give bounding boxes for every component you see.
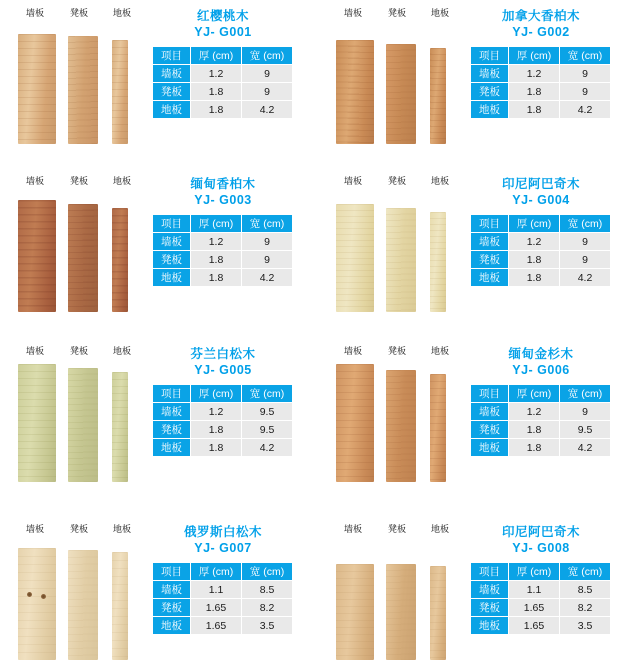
- cell-width: 9: [560, 233, 611, 251]
- header-thickness: 厚 (cm): [191, 563, 242, 581]
- cell-thickness: 1.2: [509, 403, 560, 421]
- product-name: 俄罗斯白松木: [183, 525, 262, 539]
- row-label: 地板: [471, 617, 509, 635]
- wood-sample-bench: [68, 36, 98, 144]
- wood-sample-floor: [112, 208, 128, 312]
- cell-width: 9: [242, 65, 293, 83]
- row-label: 墙板: [153, 581, 191, 599]
- header-item: 项目: [153, 385, 191, 403]
- row-label: 地板: [153, 269, 191, 287]
- cell-thickness: 1.8: [509, 101, 560, 119]
- wood-sample-wall: [18, 364, 56, 482]
- row-label: 凳板: [471, 421, 509, 439]
- table-row: [471, 233, 611, 251]
- spec-table: [152, 562, 293, 635]
- product-name: 印尼阿巴奇木: [501, 177, 580, 191]
- row-label: 凳板: [153, 83, 191, 101]
- cell-thickness: 1.2: [509, 65, 560, 83]
- table-row: [471, 65, 611, 83]
- table-row: [471, 83, 611, 101]
- cell-thickness: 1.65: [509, 599, 560, 617]
- row-label: 地板: [153, 439, 191, 457]
- product-name: 芬兰白松木: [190, 347, 256, 361]
- cell-width: 9.5: [242, 421, 293, 439]
- row-label: 凳板: [471, 83, 509, 101]
- wood-sample-floor: [430, 48, 446, 144]
- product-code: YJ- G007: [194, 541, 252, 555]
- wood-sample-bench: [386, 564, 416, 660]
- table-row: [471, 439, 611, 457]
- cell-thickness: 1.8: [191, 269, 242, 287]
- row-label: 地板: [153, 617, 191, 635]
- sample-label-bench: 凳板: [388, 8, 407, 18]
- product-title: [150, 524, 296, 557]
- wood-sample-floor: [430, 566, 446, 660]
- product-code: YJ- G002: [512, 25, 570, 39]
- header-item: 项目: [153, 563, 191, 581]
- wood-sample-wall: [336, 364, 374, 482]
- header-width: 宽 (cm): [242, 47, 293, 65]
- table-header-row: [153, 385, 293, 403]
- sample-label-bench: 凳板: [388, 524, 407, 534]
- header-item: 项目: [471, 215, 509, 233]
- cell-width: 9: [242, 83, 293, 101]
- product-card: [318, 516, 618, 666]
- header-width: 宽 (cm): [560, 47, 611, 65]
- cell-width: 9: [242, 251, 293, 269]
- cell-thickness: 1.2: [191, 233, 242, 251]
- cell-thickness: 1.2: [191, 65, 242, 83]
- sample-label-bench: 凳板: [70, 8, 89, 18]
- cell-thickness: 1.65: [509, 617, 560, 635]
- product-name: 缅甸金杉木: [508, 347, 574, 361]
- product-name: 印尼阿巴奇木: [501, 525, 580, 539]
- cell-width: 8.5: [560, 581, 611, 599]
- sample-label-wall: 墙板: [344, 176, 363, 186]
- sample-label-row: [6, 344, 154, 358]
- row-label: 墙板: [471, 403, 509, 421]
- sample-photo-group: [6, 338, 154, 488]
- sample-label-wall: 墙板: [26, 346, 45, 356]
- header-width: 宽 (cm): [242, 385, 293, 403]
- wood-sample-floor: [112, 372, 128, 482]
- table-row: [471, 251, 611, 269]
- sample-label-row: [6, 174, 154, 188]
- row-label: 墙板: [471, 65, 509, 83]
- cell-width: 9: [560, 403, 611, 421]
- product-title: [468, 8, 614, 41]
- row-label: 墙板: [471, 581, 509, 599]
- cell-thickness: 1.8: [509, 251, 560, 269]
- row-label: 墙板: [153, 233, 191, 251]
- table-header-row: [153, 215, 293, 233]
- table-row: [153, 403, 293, 421]
- cell-width: 4.2: [560, 439, 611, 457]
- cell-width: 3.5: [560, 617, 611, 635]
- sample-label-row: [324, 174, 472, 188]
- cell-thickness: 1.8: [191, 421, 242, 439]
- table-row: [153, 101, 293, 119]
- header-thickness: 厚 (cm): [191, 385, 242, 403]
- cell-thickness: 1.8: [191, 101, 242, 119]
- product-name: 红樱桃木: [196, 9, 249, 23]
- product-title: [150, 346, 296, 379]
- product-title: [468, 176, 614, 209]
- sample-photo-group: [6, 0, 154, 150]
- cell-width: 9: [560, 83, 611, 101]
- table-header-row: [153, 47, 293, 65]
- sample-label-floor: 地板: [113, 524, 132, 534]
- cell-width: 4.2: [242, 269, 293, 287]
- cell-width: 8.2: [242, 599, 293, 617]
- header-item: 项目: [153, 215, 191, 233]
- row-label: 地板: [471, 269, 509, 287]
- cell-width: 9.5: [242, 403, 293, 421]
- cell-thickness: 1.2: [191, 403, 242, 421]
- cell-thickness: 1.65: [191, 617, 242, 635]
- sample-label-wall: 墙板: [26, 8, 45, 18]
- product-card: [0, 338, 300, 488]
- table-header-row: [153, 563, 293, 581]
- header-thickness: 厚 (cm): [509, 385, 560, 403]
- header-item: 项目: [471, 47, 509, 65]
- cell-thickness: 1.8: [191, 83, 242, 101]
- sample-label-bench: 凳板: [388, 176, 407, 186]
- row-label: 墙板: [153, 403, 191, 421]
- header-width: 宽 (cm): [242, 215, 293, 233]
- header-thickness: 厚 (cm): [191, 215, 242, 233]
- header-thickness: 厚 (cm): [509, 47, 560, 65]
- table-row: [471, 269, 611, 287]
- table-header-row: [471, 385, 611, 403]
- sample-label-wall: 墙板: [344, 524, 363, 534]
- table-row: [471, 599, 611, 617]
- table-header-row: [471, 563, 611, 581]
- table-row: [153, 65, 293, 83]
- sample-label-floor: 地板: [431, 8, 450, 18]
- sample-label-row: [6, 6, 154, 20]
- cell-thickness: 1.8: [509, 421, 560, 439]
- product-title: [150, 176, 296, 209]
- wood-sample-wall: [336, 564, 374, 660]
- spec-table: [470, 562, 611, 635]
- header-width: 宽 (cm): [560, 215, 611, 233]
- sample-label-bench: 凳板: [70, 346, 89, 356]
- table-row: [471, 581, 611, 599]
- cell-thickness: 1.8: [509, 83, 560, 101]
- product-title: [468, 524, 614, 557]
- table-row: [471, 101, 611, 119]
- sample-photo-group: [6, 168, 154, 318]
- product-card: [318, 338, 618, 488]
- cell-width: 8.2: [560, 599, 611, 617]
- sample-label-bench: 凳板: [388, 346, 407, 356]
- wood-sample-bench: [68, 550, 98, 660]
- header-thickness: 厚 (cm): [191, 47, 242, 65]
- cell-thickness: 1.8: [191, 251, 242, 269]
- sample-label-floor: 地板: [113, 176, 132, 186]
- cell-width: 9: [560, 65, 611, 83]
- sample-label-wall: 墙板: [344, 346, 363, 356]
- wood-sample-floor: [112, 40, 128, 144]
- table-row: [153, 269, 293, 287]
- row-label: 凳板: [153, 251, 191, 269]
- cell-thickness: 1.8: [191, 439, 242, 457]
- table-row: [153, 251, 293, 269]
- sample-label-floor: 地板: [431, 176, 450, 186]
- table-header-row: [471, 47, 611, 65]
- table-row: [153, 83, 293, 101]
- row-label: 凳板: [471, 599, 509, 617]
- product-card: [318, 168, 618, 318]
- wood-sample-bench: [386, 44, 416, 144]
- row-label: 凳板: [153, 421, 191, 439]
- wood-sample-bench: [68, 204, 98, 312]
- sample-label-wall: 墙板: [344, 8, 363, 18]
- table-row: [153, 439, 293, 457]
- sample-photo-group: [324, 338, 472, 488]
- product-code: YJ- G001: [194, 25, 252, 39]
- product-code: YJ- G004: [512, 193, 570, 207]
- row-label: 地板: [153, 101, 191, 119]
- header-width: 宽 (cm): [560, 563, 611, 581]
- sample-photo-group: [324, 168, 472, 318]
- sample-label-row: [324, 344, 472, 358]
- product-title: [150, 8, 296, 41]
- table-row: [471, 421, 611, 439]
- cell-width: 4.2: [560, 101, 611, 119]
- cell-thickness: 1.2: [509, 233, 560, 251]
- spec-table: [152, 214, 293, 287]
- header-item: 项目: [153, 47, 191, 65]
- table-row: [153, 233, 293, 251]
- product-card: [0, 0, 300, 150]
- sample-label-floor: 地板: [431, 524, 450, 534]
- sample-label-row: [324, 6, 472, 20]
- product-code: YJ- G008: [512, 541, 570, 555]
- product-code: YJ- G005: [194, 363, 252, 377]
- cell-thickness: 1.8: [509, 439, 560, 457]
- row-label: 地板: [471, 101, 509, 119]
- spec-table: [152, 46, 293, 119]
- cell-width: 4.2: [242, 101, 293, 119]
- cell-width: 9.5: [560, 421, 611, 439]
- sample-photo-group: [324, 0, 472, 150]
- wood-sample-bench: [386, 370, 416, 482]
- table-row: [471, 617, 611, 635]
- sample-label-row: [6, 522, 154, 536]
- header-item: 项目: [471, 563, 509, 581]
- cell-width: 3.5: [242, 617, 293, 635]
- sample-label-row: [324, 522, 472, 536]
- cell-width: 9: [560, 251, 611, 269]
- cell-width: 4.2: [242, 439, 293, 457]
- spec-table: [470, 46, 611, 119]
- table-row: [153, 617, 293, 635]
- table-row: [471, 403, 611, 421]
- wood-sample-floor: [430, 374, 446, 482]
- row-label: 地板: [471, 439, 509, 457]
- sample-label-wall: 墙板: [26, 524, 45, 534]
- wood-sample-wall: [18, 548, 56, 660]
- row-label: 墙板: [471, 233, 509, 251]
- wood-sample-bench: [68, 368, 98, 482]
- row-label: 凳板: [153, 599, 191, 617]
- table-header-row: [471, 215, 611, 233]
- product-name: 加拿大香柏木: [501, 9, 580, 23]
- cell-thickness: 1.1: [509, 581, 560, 599]
- cell-width: 4.2: [560, 269, 611, 287]
- wood-sample-wall: [18, 34, 56, 144]
- table-row: [153, 581, 293, 599]
- product-card: [0, 168, 300, 318]
- product-card: [318, 0, 618, 150]
- wood-knot-icon: [27, 592, 32, 597]
- row-label: 墙板: [153, 65, 191, 83]
- cell-thickness: 1.65: [191, 599, 242, 617]
- sample-label-floor: 地板: [113, 346, 132, 356]
- table-row: [153, 421, 293, 439]
- cell-width: 8.5: [242, 581, 293, 599]
- sample-photo-group: [6, 516, 154, 666]
- header-width: 宽 (cm): [242, 563, 293, 581]
- wood-knot-icon: [41, 594, 46, 599]
- product-card: [0, 516, 300, 666]
- sample-photo-group: [324, 516, 472, 666]
- wood-sample-wall: [336, 40, 374, 144]
- product-name: 缅甸香柏木: [190, 177, 256, 191]
- cell-thickness: 1.1: [191, 581, 242, 599]
- header-thickness: 厚 (cm): [509, 215, 560, 233]
- cell-thickness: 1.8: [509, 269, 560, 287]
- row-label: 凳板: [471, 251, 509, 269]
- sample-label-bench: 凳板: [70, 524, 89, 534]
- product-code: YJ- G003: [194, 193, 252, 207]
- wood-sample-wall: [336, 204, 374, 312]
- spec-table: [470, 214, 611, 287]
- table-row: [153, 599, 293, 617]
- wood-sample-floor: [430, 212, 446, 312]
- spec-table: [152, 384, 293, 457]
- sample-label-floor: 地板: [431, 346, 450, 356]
- wood-sample-bench: [386, 208, 416, 312]
- product-code: YJ- G006: [512, 363, 570, 377]
- product-title: [468, 346, 614, 379]
- wood-sample-floor: [112, 552, 128, 660]
- header-item: 项目: [471, 385, 509, 403]
- spec-table: [470, 384, 611, 457]
- wood-sample-wall: [18, 200, 56, 312]
- header-thickness: 厚 (cm): [509, 563, 560, 581]
- sample-label-floor: 地板: [113, 8, 132, 18]
- header-width: 宽 (cm): [560, 385, 611, 403]
- sample-label-bench: 凳板: [70, 176, 89, 186]
- cell-width: 9: [242, 233, 293, 251]
- sample-label-wall: 墙板: [26, 176, 45, 186]
